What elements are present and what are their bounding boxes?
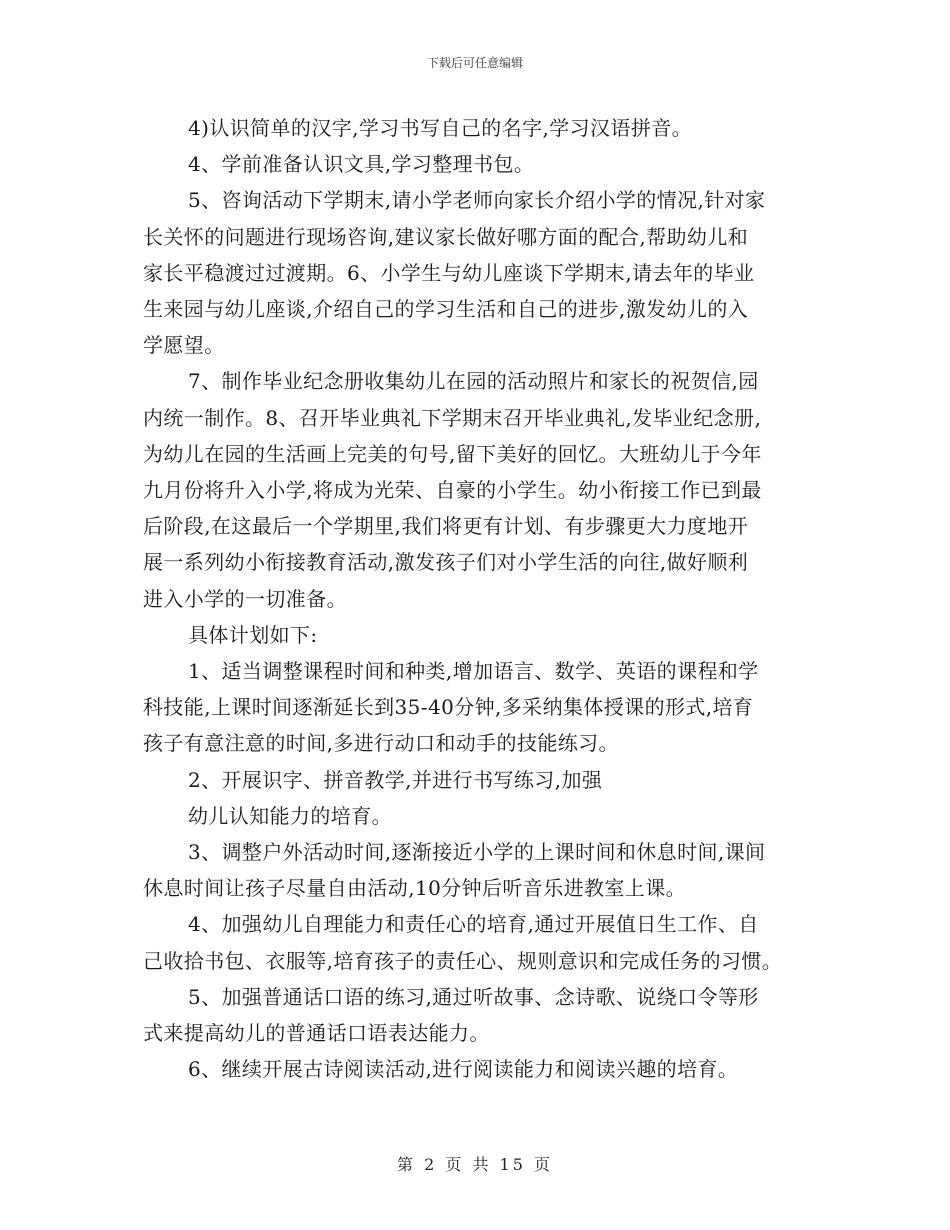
text-line: 3、调整户外活动时间,逐渐接近小学的上课时间和休息时间,课间 (188, 840, 766, 865)
text-line: 1、适当调整课程时间和种类,增加语言、数学、英语的课程和学 (188, 659, 759, 684)
text-line: 式来提高幼儿的普通话口语表达能力。 (143, 1021, 490, 1046)
text-line: 为幼儿在园的生活画上完美的句号,留下美好的回忆。大班幼儿于今年 (143, 441, 762, 466)
text-line: 科技能,上课时间逐渐延长到35-40分钟,多采纳集体授课的形式,培育 (143, 695, 754, 720)
text-line: 己收拾书包、衣服等,培育孩子的责任心、规则意识和完成任务的习惯。 (143, 948, 783, 973)
text-line: 九月份将升入小学,将成为光荣、自豪的小学生。幼小衔接工作已到最 (143, 478, 762, 503)
text-line: 4、学前准备认识文具,学习整理书包。 (188, 152, 535, 177)
text-line: 休息时间让孩子尽量自由活动,10分钟后听音乐进教室上课。 (143, 876, 687, 901)
page-number-footer: 第 2 页 共 15 页 (397, 1155, 553, 1174)
text-line: 展一系列幼小衔接教育活动,激发孩子们对小学生活的向往,做好顺利 (143, 550, 749, 575)
text-line: 6、继续开展古诗阅读活动,进行阅读能力和阅读兴趣的培育。 (188, 1057, 739, 1082)
text-line: 7、制作毕业纪念册收集幼儿在园的活动照片和家长的祝贺信,园 (188, 369, 759, 394)
text-line: 2、开展识字、拼音教学,并进行书写练习,加强 (188, 767, 603, 792)
text-line: 4、加强幼儿自理能力和责任心的培育,通过开展值日生工作、自 (188, 912, 759, 937)
text-line: 进入小学的一切准备。 (143, 586, 347, 611)
text-line: 4)认识简单的汉字,学习书写自己的名字,学习汉语拼音。 (188, 116, 693, 140)
page-header: 下载后可任意编辑 (426, 56, 523, 70)
text-line: 内统一制作。8、召开毕业典礼下学期末召开毕业典礼,发毕业纪念册, (143, 405, 762, 430)
text-line: 生来园与幼儿座谈,介绍自己的学习生活和自己的进步,激发幼儿的入 (143, 297, 749, 322)
text-line: 孩子有意注意的时间,多进行动口和动手的技能练习。 (143, 731, 619, 756)
text-line: 家长平稳渡过过渡期。6、小学生与幼儿座谈下学期末,请去年的毕业 (143, 260, 755, 285)
text-line: 5、加强普通话口语的练习,通过听故事、念诗歌、说绕口令等形 (188, 984, 759, 1009)
text-line: 幼儿认知能力的培育。 (188, 803, 392, 828)
text-line: 5、咨询活动下学期末,请小学老师向家长介绍小学的情况,针对家 (188, 188, 766, 213)
document-body (143, 110, 815, 1087)
text-line: 后阶段,在这最后一个学期里,我们将更有计划、有步骤更大力度地开 (143, 514, 749, 539)
text-line: 长关怀的问题进行现场咨询,建议家长做好哪方面的配合,帮助幼儿和 (143, 224, 749, 249)
text-line: 学愿望。 (143, 333, 225, 358)
text-line: 具体计划如下: (188, 622, 318, 647)
